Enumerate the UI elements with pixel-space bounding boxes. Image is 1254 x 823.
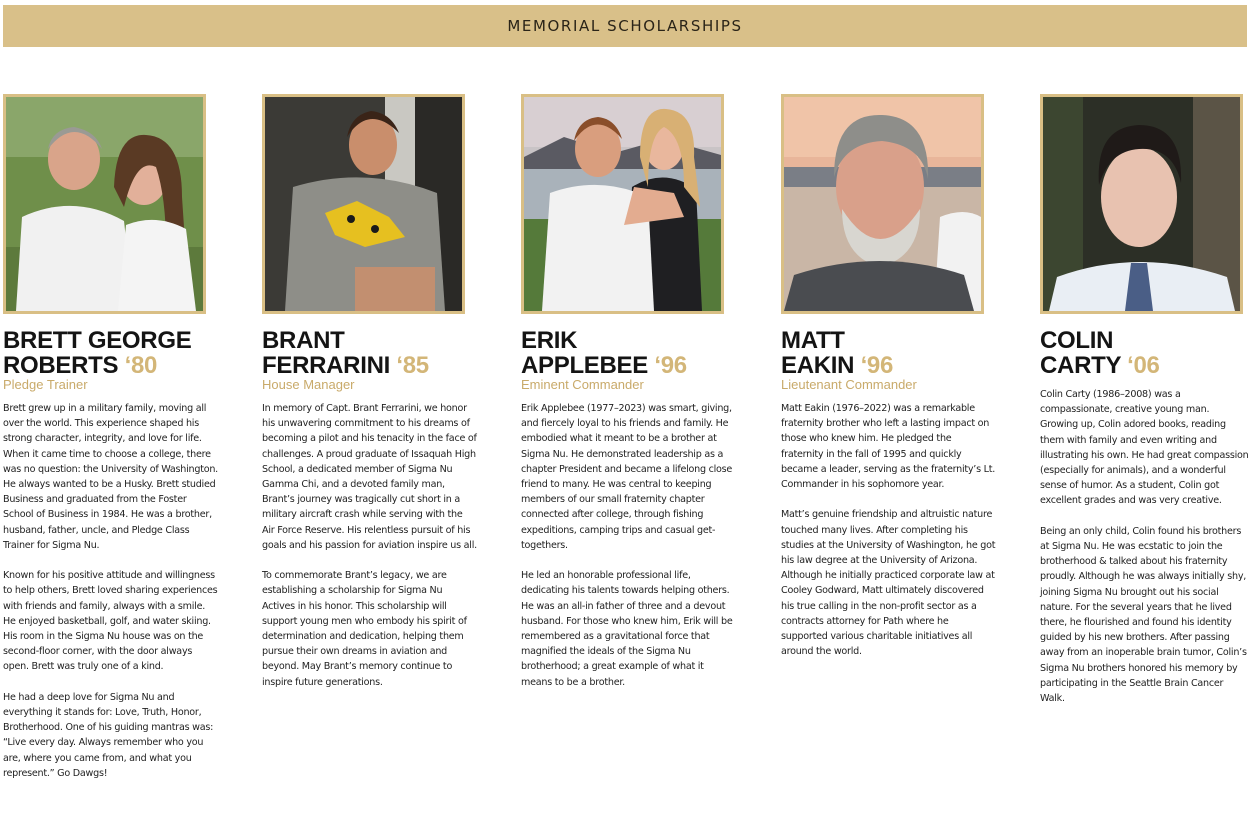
person-bio: Matt Eakin (1976–2022) was a remarkable fraternity brother who left a lasting impact on those who knew him. He pledged the fraternity in the fall of 1995 and quickly became a leader, serving as the fraternity’s Lt. Commander in his sophomore year. Matt’s genuine friendship and altruistic nature touched many lives. After completing his studies at the University of Washington, he got his law degree at the University of Arizona. Although he initially practiced corporate law at Cooley Godward, Matt ultimately discovered his true calling in the non-profit sector as a contracts attorney for Path where he supported various charitable initiatives all around the world. <box>781 403 996 658</box>
class-year: ‘96 <box>860 352 894 379</box>
person-name: BRETT GEORGE ROBERTS ‘80 <box>3 327 192 379</box>
photo-matt-eakin <box>781 94 984 314</box>
person-card-brett-roberts <box>3 94 218 796</box>
person-name: MATT EAKIN ‘96 <box>781 327 894 379</box>
person-role: Pledge Trainer <box>3 377 88 392</box>
memorial-scholarships-banner <box>3 5 1247 47</box>
person-name: COLIN CARTY ‘06 <box>1040 327 1160 379</box>
person-bio: Brett grew up in a military family, moving all over the world. This experience shaped his strong character, integrity, and love for life. When it came time to choose a college, there was no question: the University of Washington. He always wanted to be a Husky. Brett studied Business and graduated from the Foster School of Business in 1984. He was a brother, husband, father, uncle, and Pledge Class Trainer for Sigma Nu. Known for his positive attitude and willingness to help others, Brett loved sharing experiences with friends and family, always with a smile. He enjoyed basketball, golf, and water skiing. His room in the Sigma Nu house was on the second-floor corner, with the door always open. Brett was truly one of a kind. He had a deep love for Sigma Nu and everything it stands for: Love, Truth, Honor, Brotherhood. One of his guiding mantras was: “Live every day. Always remember who you are, where you came from, and what you represent.” Go Dawgs! <box>3 403 218 779</box>
photo-colin-carty <box>1040 94 1243 314</box>
person-card-colin-carty <box>1040 94 1250 721</box>
class-year: ‘96 <box>654 352 687 379</box>
person-name: BRANT FERRARINI ‘85 <box>262 327 429 379</box>
person-bio: Colin Carty (1986–2008) was a compassionate, creative young man. Growing up, Colin adored books, reading them with family and even writing and illustrating his own. He had great compassion (especially for animals), and a wonderful sense of humor. As a student, Colin got excellent grades and was very creative. Being an only child, Colin found his brothers at Sigma Nu. He was ecstatic to join the brotherhood & talked about his fraternity proudly. Although he was always initially shy, joining Sigma Nu brought out his social nature. For the several years that he lived there, he flourished and found his identity guided by his new brothers. After passing away from an inoperable brain tumor, Colin’s Sigma Nu brothers honored his memory by participating in the Seattle Brain Cancer Walk. <box>1040 389 1249 705</box>
class-year: ‘80 <box>124 352 158 379</box>
photo-brant-ferrarini <box>262 94 465 314</box>
person-role: Eminent Commander <box>521 377 644 392</box>
class-year: ‘06 <box>1127 352 1160 379</box>
person-card-matt-eakin <box>781 94 996 675</box>
photo-erik-applebee <box>521 94 724 314</box>
person-role: House Manager <box>262 377 355 392</box>
class-year: ‘85 <box>396 352 429 379</box>
person-bio: Erik Applebee (1977–2023) was smart, giving, and fiercely loyal to his friends and family. He embodied what it meant to be a brother at Sigma Nu. He demonstrated leadership as a chapter President and became a lifelong close friend to many. He was central to keeping members of our small fraternity chapter connected after college, through fishing expeditions, camping trips and casual get-togethers. He led an honorable professional life, dedicating his talents towards helping others. He was an all-in father of three and a devout husband. For those who knew him, Erik will be remembered as a gravitational force that magnified the ideals of the Sigma Nu brotherhood; a great example of what it means to be a brother. <box>521 403 733 688</box>
person-name: ERIK APPLEBEE ‘96 <box>521 327 687 379</box>
person-card-brant-ferrarini <box>262 94 477 705</box>
page-title: MEMORIAL SCHOLARSHIPS <box>507 17 743 35</box>
person-card-erik-applebee <box>521 94 736 705</box>
person-role: Lieutenant Commander <box>781 377 917 392</box>
person-bio: In memory of Capt. Brant Ferrarini, we honor his unwavering commitment to his dreams of becoming a pilot and his tenacity in the face of challenges. A proud graduate of Issaquah High School, a dedicated member of Sigma Nu Gamma Chi, and a devoted family man, Brant’s journey was tragically cut short in a military aircraft crash while serving with the Air Force Reserve. His relentless pursuit of his goals and his passion for aviation inspire us all. To commemorate Brant’s legacy, we are establishing a scholarship for Sigma Nu Actives in his honor. This scholarship will support young men who embody his spirit of determination and dedication, helping them pursue their own dreams in aviation and beyond. May Brant’s memory continue to inspire future generations. <box>262 403 477 688</box>
photo-brett-roberts <box>3 94 206 314</box>
